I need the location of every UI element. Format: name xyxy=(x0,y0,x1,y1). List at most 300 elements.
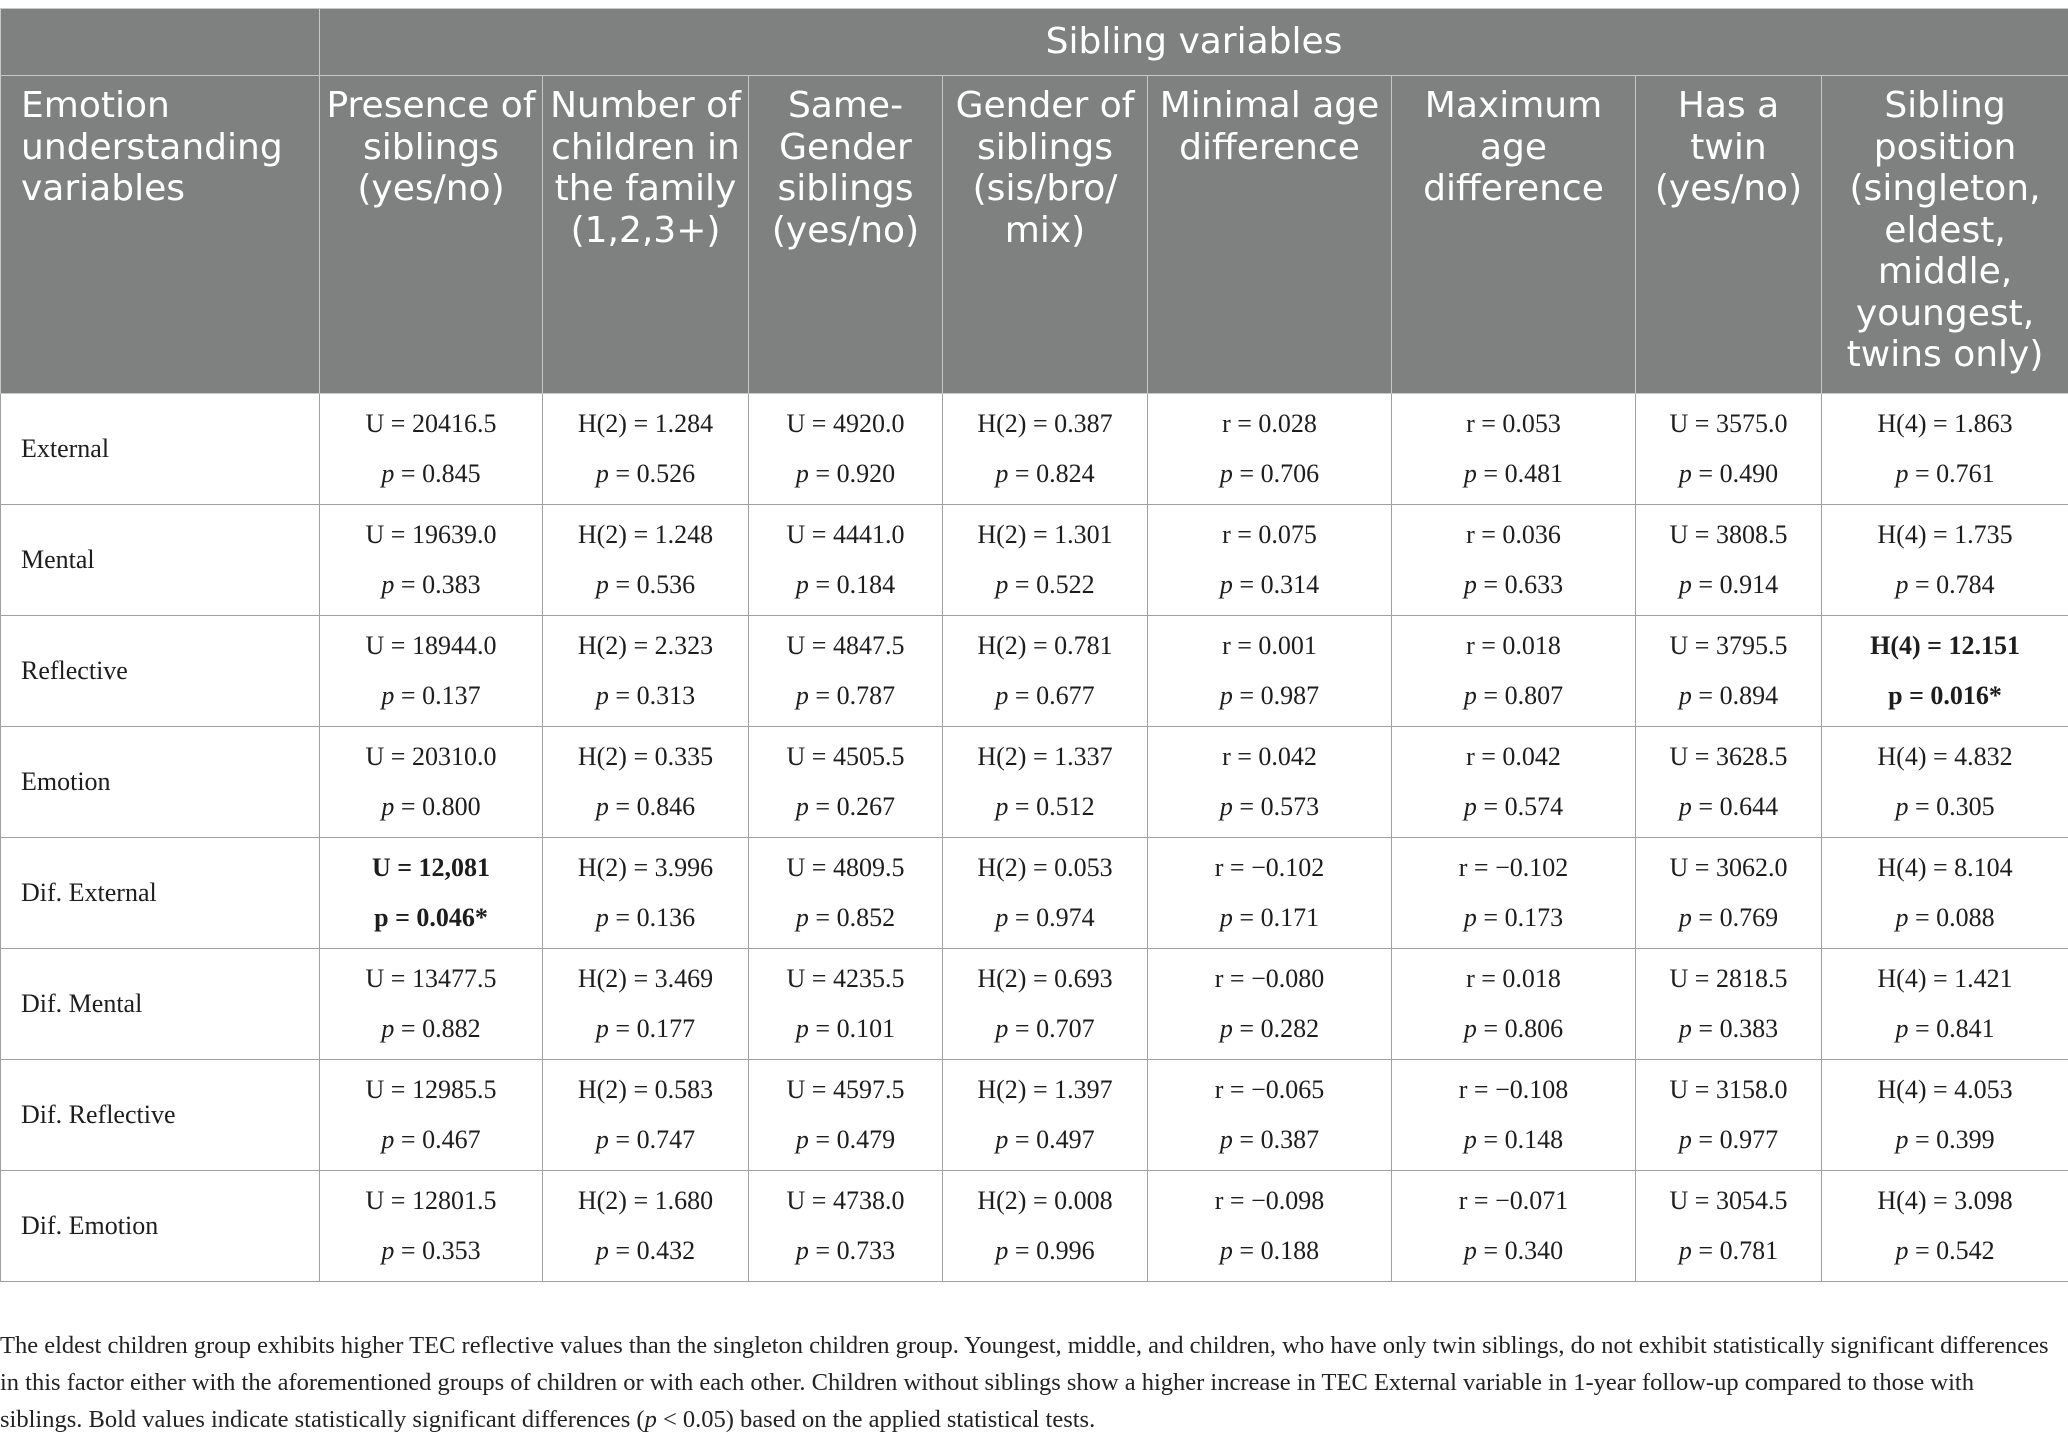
row-label: Reflective xyxy=(1,616,320,727)
equals-sign: = xyxy=(1908,570,1936,599)
test-statistic: r = 0.042 xyxy=(1148,732,1391,782)
result-cell xyxy=(1392,505,1636,616)
result-cell xyxy=(1822,838,2068,949)
p-value: 0.016* xyxy=(1930,681,2002,710)
p-value: 0.479 xyxy=(837,1125,896,1154)
p-value-line xyxy=(943,1226,1147,1276)
result-cell xyxy=(320,1171,543,1282)
test-statistic: U = 13477.5 xyxy=(320,954,542,1004)
p-symbol: p xyxy=(1895,459,1908,488)
p-symbol: p xyxy=(381,792,394,821)
p-symbol: p xyxy=(796,903,809,932)
p-value-line xyxy=(1822,782,2068,832)
equals-sign: = xyxy=(1477,903,1505,932)
column-header: Sibling position (singleton, eldest, middle, youngest, twins only) xyxy=(1822,76,2068,394)
result-cell xyxy=(1148,727,1392,838)
p-value-line xyxy=(1822,671,2068,721)
p-symbol: p xyxy=(596,792,609,821)
p-symbol: p xyxy=(1464,459,1477,488)
p-value-line xyxy=(1636,1004,1821,1054)
p-symbol: p xyxy=(1220,459,1233,488)
row-label: Dif. Mental xyxy=(1,949,320,1060)
table-row xyxy=(1,727,2068,838)
result-cell xyxy=(749,505,943,616)
p-value-line xyxy=(1148,449,1391,499)
p-symbol: p xyxy=(1220,1125,1233,1154)
equals-sign: = xyxy=(1692,1014,1720,1043)
p-symbol: p xyxy=(796,681,809,710)
equals-sign: = xyxy=(1008,792,1036,821)
equals-sign: = xyxy=(1008,459,1036,488)
p-symbol: p xyxy=(995,1236,1008,1265)
p-value: 0.137 xyxy=(422,681,481,710)
row-label: External xyxy=(1,394,320,505)
result-cell xyxy=(320,616,543,727)
p-value-line xyxy=(749,782,942,832)
p-value: 0.536 xyxy=(637,570,696,599)
result-cell xyxy=(1822,505,2068,616)
equals-sign: = xyxy=(1692,459,1720,488)
test-statistic: H(2) = 0.781 xyxy=(943,621,1147,671)
p-symbol: p xyxy=(1679,903,1692,932)
p-value-line xyxy=(1148,560,1391,610)
test-statistic: H(2) = 0.693 xyxy=(943,954,1147,1004)
p-value: 0.526 xyxy=(637,459,696,488)
p-value-line xyxy=(543,893,748,943)
result-cell xyxy=(543,727,749,838)
p-symbol: p xyxy=(1895,1236,1908,1265)
result-cell xyxy=(943,616,1148,727)
column-header: Has a twin (yes/no) xyxy=(1636,76,1822,394)
p-value-line xyxy=(320,782,542,832)
p-value: 0.977 xyxy=(1720,1125,1779,1154)
equals-sign: = xyxy=(394,459,422,488)
p-value-line xyxy=(1148,893,1391,943)
p-value-line xyxy=(943,1115,1147,1165)
test-statistic: H(2) = 1.397 xyxy=(943,1065,1147,1115)
equals-sign: = xyxy=(609,1014,637,1043)
test-statistic: U = 20416.5 xyxy=(320,399,542,449)
p-value-line xyxy=(943,671,1147,721)
equals-sign: = xyxy=(1233,1125,1261,1154)
column-header: Presence of siblings (yes/no) xyxy=(320,76,543,394)
column-header: Number of children in the family (1,2,3+) xyxy=(543,76,749,394)
p-symbol: p xyxy=(1220,1236,1233,1265)
equals-sign: = xyxy=(394,1236,422,1265)
result-cell xyxy=(320,394,543,505)
equals-sign: = xyxy=(1008,1236,1036,1265)
p-value-line xyxy=(1822,1004,2068,1054)
result-cell xyxy=(749,727,943,838)
p-symbol: p xyxy=(1679,1125,1692,1154)
equals-sign: = xyxy=(394,1125,422,1154)
test-statistic: U = 4738.0 xyxy=(749,1176,942,1226)
p-value: 0.046* xyxy=(416,903,488,932)
p-value: 0.171 xyxy=(1261,903,1320,932)
p-symbol: p xyxy=(1895,903,1908,932)
p-symbol: p xyxy=(1220,681,1233,710)
test-statistic: U = 4847.5 xyxy=(749,621,942,671)
p-value: 0.707 xyxy=(1036,1014,1095,1043)
p-value: 0.267 xyxy=(837,792,896,821)
test-statistic: H(2) = 1.337 xyxy=(943,732,1147,782)
test-statistic: H(4) = 4.053 xyxy=(1822,1065,2068,1115)
result-cell xyxy=(1148,394,1392,505)
equals-sign: = xyxy=(1233,1236,1261,1265)
equals-sign: = xyxy=(609,1125,637,1154)
equals-sign: = xyxy=(394,1014,422,1043)
result-cell xyxy=(943,727,1148,838)
p-symbol: p xyxy=(796,459,809,488)
p-value-line xyxy=(320,1115,542,1165)
p-value-line xyxy=(749,893,942,943)
p-value-line xyxy=(943,1004,1147,1054)
p-symbol: p xyxy=(995,459,1008,488)
p-value: 0.846 xyxy=(637,792,696,821)
footnote-text: The eldest children group exhibits higher TEC reflective values than the singleton children group. Youngest, middle, and children, who have only twin siblings, do not exhibit statistically significant differences in this factor either with the aforementioned groups of children or with each other. Children without siblings show a higher increase in TEC External variable in 1-year follow-up compared to those with siblings. Bold values indicate statistically significant differences ( xyxy=(0,1332,2049,1433)
result-cell xyxy=(943,505,1148,616)
result-cell xyxy=(543,616,749,727)
p-value-line xyxy=(1392,782,1635,832)
test-statistic: r = −0.071 xyxy=(1392,1176,1635,1226)
p-value-line xyxy=(1392,1226,1635,1276)
result-cell xyxy=(1822,394,2068,505)
p-value-line xyxy=(543,782,748,832)
p-value-line xyxy=(1148,1004,1391,1054)
equals-sign: = xyxy=(609,1236,637,1265)
p-value-line xyxy=(1822,893,2068,943)
test-statistic: H(4) = 1.421 xyxy=(1822,954,2068,1004)
result-cell xyxy=(1392,394,1636,505)
p-value-line xyxy=(543,671,748,721)
p-value: 0.894 xyxy=(1720,681,1779,710)
p-value: 0.996 xyxy=(1036,1236,1095,1265)
significant-result-cell xyxy=(1822,616,2068,727)
equals-sign: = xyxy=(1008,570,1036,599)
test-statistic: r = 0.001 xyxy=(1148,621,1391,671)
p-symbol: p xyxy=(995,792,1008,821)
p-value: 0.706 xyxy=(1261,459,1320,488)
p-symbol: p xyxy=(381,681,394,710)
p-value: 0.088 xyxy=(1936,903,1995,932)
p-symbol: p xyxy=(1220,1014,1233,1043)
test-statistic: H(2) = 1.301 xyxy=(943,510,1147,560)
p-symbol: p xyxy=(796,570,809,599)
test-statistic: U = 3628.5 xyxy=(1636,732,1821,782)
test-statistic: r = 0.028 xyxy=(1148,399,1391,449)
table-body xyxy=(1,394,2068,1282)
table-row xyxy=(1,394,2068,505)
p-value-line xyxy=(1822,449,2068,499)
test-statistic: r = 0.018 xyxy=(1392,621,1635,671)
result-cell xyxy=(943,949,1148,1060)
table-footnote xyxy=(0,1327,2060,1438)
p-value-line xyxy=(749,560,942,610)
equals-sign: = xyxy=(809,903,837,932)
p-symbol: p xyxy=(596,1125,609,1154)
p-symbol: p xyxy=(1679,792,1692,821)
result-cell xyxy=(543,394,749,505)
result-cell xyxy=(1392,616,1636,727)
significant-result-cell xyxy=(320,838,543,949)
p-value: 0.383 xyxy=(422,570,481,599)
equals-sign: = xyxy=(394,570,422,599)
equals-sign: = xyxy=(1692,570,1720,599)
result-cell xyxy=(1822,949,2068,1060)
p-value: 0.173 xyxy=(1505,903,1564,932)
result-cell xyxy=(1392,1060,1636,1171)
equals-sign: = xyxy=(1233,792,1261,821)
p-value: 0.882 xyxy=(422,1014,481,1043)
row-label: Mental xyxy=(1,505,320,616)
test-statistic: r = −0.102 xyxy=(1148,843,1391,893)
p-value: 0.573 xyxy=(1261,792,1320,821)
result-cell xyxy=(1822,1171,2068,1282)
p-value: 0.845 xyxy=(422,459,481,488)
result-cell xyxy=(1636,838,1822,949)
p-value: 0.781 xyxy=(1720,1236,1779,1265)
p-value: 0.542 xyxy=(1936,1236,1995,1265)
equals-sign: = xyxy=(809,1014,837,1043)
test-statistic: r = −0.080 xyxy=(1148,954,1391,1004)
p-symbol: p xyxy=(381,570,394,599)
result-cell xyxy=(1392,838,1636,949)
column-header: Minimal age difference xyxy=(1148,76,1392,394)
p-value-line xyxy=(1822,560,2068,610)
test-statistic: U = 12985.5 xyxy=(320,1065,542,1115)
test-statistic: U = 3054.5 xyxy=(1636,1176,1821,1226)
test-statistic: r = −0.098 xyxy=(1148,1176,1391,1226)
corner-cell xyxy=(1,9,320,76)
p-symbol: p xyxy=(596,570,609,599)
p-value-line xyxy=(1392,560,1635,610)
result-cell xyxy=(943,1060,1148,1171)
result-cell xyxy=(1636,1171,1822,1282)
p-symbol: p xyxy=(995,1014,1008,1043)
footnote-text-end: < 0.05) based on the applied statistical tests. xyxy=(657,1406,1095,1433)
p-value: 0.383 xyxy=(1720,1014,1779,1043)
equals-sign: = xyxy=(1233,570,1261,599)
test-statistic: r = 0.042 xyxy=(1392,732,1635,782)
result-cell xyxy=(320,1060,543,1171)
test-statistic: H(4) = 1.863 xyxy=(1822,399,2068,449)
table-row xyxy=(1,1171,2068,1282)
result-cell xyxy=(1148,949,1392,1060)
p-value-line xyxy=(1392,893,1635,943)
p-value-line xyxy=(1392,671,1635,721)
p-symbol: p xyxy=(1464,903,1477,932)
test-statistic: U = 3575.0 xyxy=(1636,399,1821,449)
p-value-line xyxy=(1148,1226,1391,1276)
result-cell xyxy=(749,394,943,505)
p-symbol: p xyxy=(995,570,1008,599)
p-symbol: p xyxy=(1220,570,1233,599)
test-statistic: U = 4920.0 xyxy=(749,399,942,449)
p-value: 0.769 xyxy=(1720,903,1779,932)
result-cell xyxy=(1636,727,1822,838)
test-statistic: U = 12,081 xyxy=(320,843,542,893)
equals-sign: = xyxy=(1908,1125,1936,1154)
result-cell xyxy=(749,1171,943,1282)
p-value: 0.305 xyxy=(1936,792,1995,821)
p-symbol: p xyxy=(796,1236,809,1265)
result-cell xyxy=(543,505,749,616)
p-value: 0.824 xyxy=(1036,459,1095,488)
p-value-line xyxy=(749,1226,942,1276)
equals-sign: = xyxy=(1233,459,1261,488)
column-header-row xyxy=(1,76,2068,394)
equals-sign: = xyxy=(809,681,837,710)
equals-sign: = xyxy=(1908,792,1936,821)
p-symbol: p xyxy=(796,1014,809,1043)
p-value: 0.761 xyxy=(1936,459,1995,488)
p-value: 0.177 xyxy=(637,1014,696,1043)
equals-sign: = xyxy=(394,792,422,821)
result-cell xyxy=(1636,616,1822,727)
equals-sign: = xyxy=(1008,1125,1036,1154)
test-statistic: U = 3062.0 xyxy=(1636,843,1821,893)
table-row xyxy=(1,838,2068,949)
test-statistic: r = 0.018 xyxy=(1392,954,1635,1004)
equals-sign: = xyxy=(809,1236,837,1265)
p-symbol: p xyxy=(1464,681,1477,710)
equals-sign: = xyxy=(1233,1014,1261,1043)
test-statistic: r = 0.053 xyxy=(1392,399,1635,449)
equals-sign: = xyxy=(809,570,837,599)
result-cell xyxy=(943,394,1148,505)
equals-sign: = xyxy=(1692,1125,1720,1154)
p-value: 0.101 xyxy=(837,1014,896,1043)
result-cell xyxy=(543,1171,749,1282)
test-statistic: H(2) = 0.335 xyxy=(543,732,748,782)
test-statistic: H(2) = 0.053 xyxy=(943,843,1147,893)
row-label: Emotion xyxy=(1,727,320,838)
equals-sign: = xyxy=(394,681,422,710)
p-symbol: p xyxy=(1464,792,1477,821)
p-value-line xyxy=(943,449,1147,499)
p-symbol: p xyxy=(596,459,609,488)
p-value: 0.522 xyxy=(1036,570,1095,599)
p-value-line xyxy=(1392,1115,1635,1165)
p-value-line xyxy=(1636,449,1821,499)
p-symbol: p xyxy=(1464,1125,1477,1154)
p-value: 0.387 xyxy=(1261,1125,1320,1154)
equals-sign: = xyxy=(1477,1014,1505,1043)
p-value: 0.467 xyxy=(422,1125,481,1154)
equals-sign: = xyxy=(1008,681,1036,710)
p-value: 0.313 xyxy=(637,681,696,710)
p-value: 0.914 xyxy=(1720,570,1779,599)
test-statistic: r = 0.036 xyxy=(1392,510,1635,560)
equals-sign: = xyxy=(1477,792,1505,821)
test-statistic: U = 4235.5 xyxy=(749,954,942,1004)
equals-sign: = xyxy=(1903,681,1931,710)
p-value: 0.644 xyxy=(1720,792,1779,821)
p-value: 0.340 xyxy=(1505,1236,1564,1265)
p-symbol: p xyxy=(1895,792,1908,821)
group-header-sibling-variables: Sibling variables xyxy=(320,9,2068,76)
p-value-line xyxy=(1148,782,1391,832)
equals-sign: = xyxy=(809,1125,837,1154)
test-statistic: U = 3795.5 xyxy=(1636,621,1821,671)
row-label: Dif. Reflective xyxy=(1,1060,320,1171)
result-cell xyxy=(543,1060,749,1171)
p-value-line xyxy=(320,1226,542,1276)
equals-sign: = xyxy=(609,570,637,599)
result-cell xyxy=(1636,949,1822,1060)
result-cell xyxy=(1148,505,1392,616)
p-symbol: p xyxy=(995,903,1008,932)
p-value: 0.136 xyxy=(637,903,696,932)
equals-sign: = xyxy=(1692,792,1720,821)
equals-sign: = xyxy=(1008,1014,1036,1043)
p-symbol: p xyxy=(1679,570,1692,599)
result-cell xyxy=(749,838,943,949)
p-symbol: p xyxy=(1220,792,1233,821)
p-symbol: p xyxy=(1679,681,1692,710)
p-symbol: p xyxy=(995,681,1008,710)
row-label: Dif. Emotion xyxy=(1,1171,320,1282)
p-value-line xyxy=(1636,1115,1821,1165)
test-statistic: r = −0.102 xyxy=(1392,843,1635,893)
result-cell xyxy=(1392,1171,1636,1282)
test-statistic: H(4) = 4.832 xyxy=(1822,732,2068,782)
result-cell xyxy=(1636,1060,1822,1171)
p-value: 0.184 xyxy=(837,570,896,599)
test-statistic: U = 3158.0 xyxy=(1636,1065,1821,1115)
result-cell xyxy=(543,949,749,1060)
equals-sign: = xyxy=(1908,1236,1936,1265)
test-statistic: H(4) = 8.104 xyxy=(1822,843,2068,893)
p-value: 0.747 xyxy=(637,1125,696,1154)
result-cell xyxy=(1148,838,1392,949)
p-value: 0.490 xyxy=(1720,459,1779,488)
p-value-line xyxy=(320,560,542,610)
equals-sign: = xyxy=(1908,459,1936,488)
p-value: 0.282 xyxy=(1261,1014,1320,1043)
p-value: 0.806 xyxy=(1505,1014,1564,1043)
equals-sign: = xyxy=(1477,1236,1505,1265)
p-value-line xyxy=(1148,1115,1391,1165)
p-value: 0.974 xyxy=(1036,903,1095,932)
p-value-line xyxy=(1392,449,1635,499)
test-statistic: U = 18944.0 xyxy=(320,621,542,671)
test-statistic: H(2) = 0.008 xyxy=(943,1176,1147,1226)
p-symbol: p xyxy=(1895,1125,1908,1154)
equals-sign: = xyxy=(1233,681,1261,710)
group-header-row xyxy=(1,9,2068,76)
table-row xyxy=(1,616,2068,727)
results-table xyxy=(0,8,2068,1282)
equals-sign: = xyxy=(389,903,417,932)
p-value: 0.841 xyxy=(1936,1014,1995,1043)
p-symbol: p xyxy=(796,792,809,821)
p-value: 0.353 xyxy=(422,1236,481,1265)
p-value: 0.787 xyxy=(837,681,896,710)
equals-sign: = xyxy=(609,903,637,932)
test-statistic: U = 2818.5 xyxy=(1636,954,1821,1004)
test-statistic: H(2) = 0.387 xyxy=(943,399,1147,449)
table-row xyxy=(1,1060,2068,1171)
result-cell xyxy=(749,1060,943,1171)
p-symbol: p xyxy=(1464,570,1477,599)
equals-sign: = xyxy=(809,459,837,488)
p-value: 0.852 xyxy=(837,903,896,932)
p-value-line xyxy=(1148,671,1391,721)
p-symbol: p xyxy=(596,903,609,932)
p-symbol: p xyxy=(1888,681,1902,710)
p-value: 0.800 xyxy=(422,792,481,821)
